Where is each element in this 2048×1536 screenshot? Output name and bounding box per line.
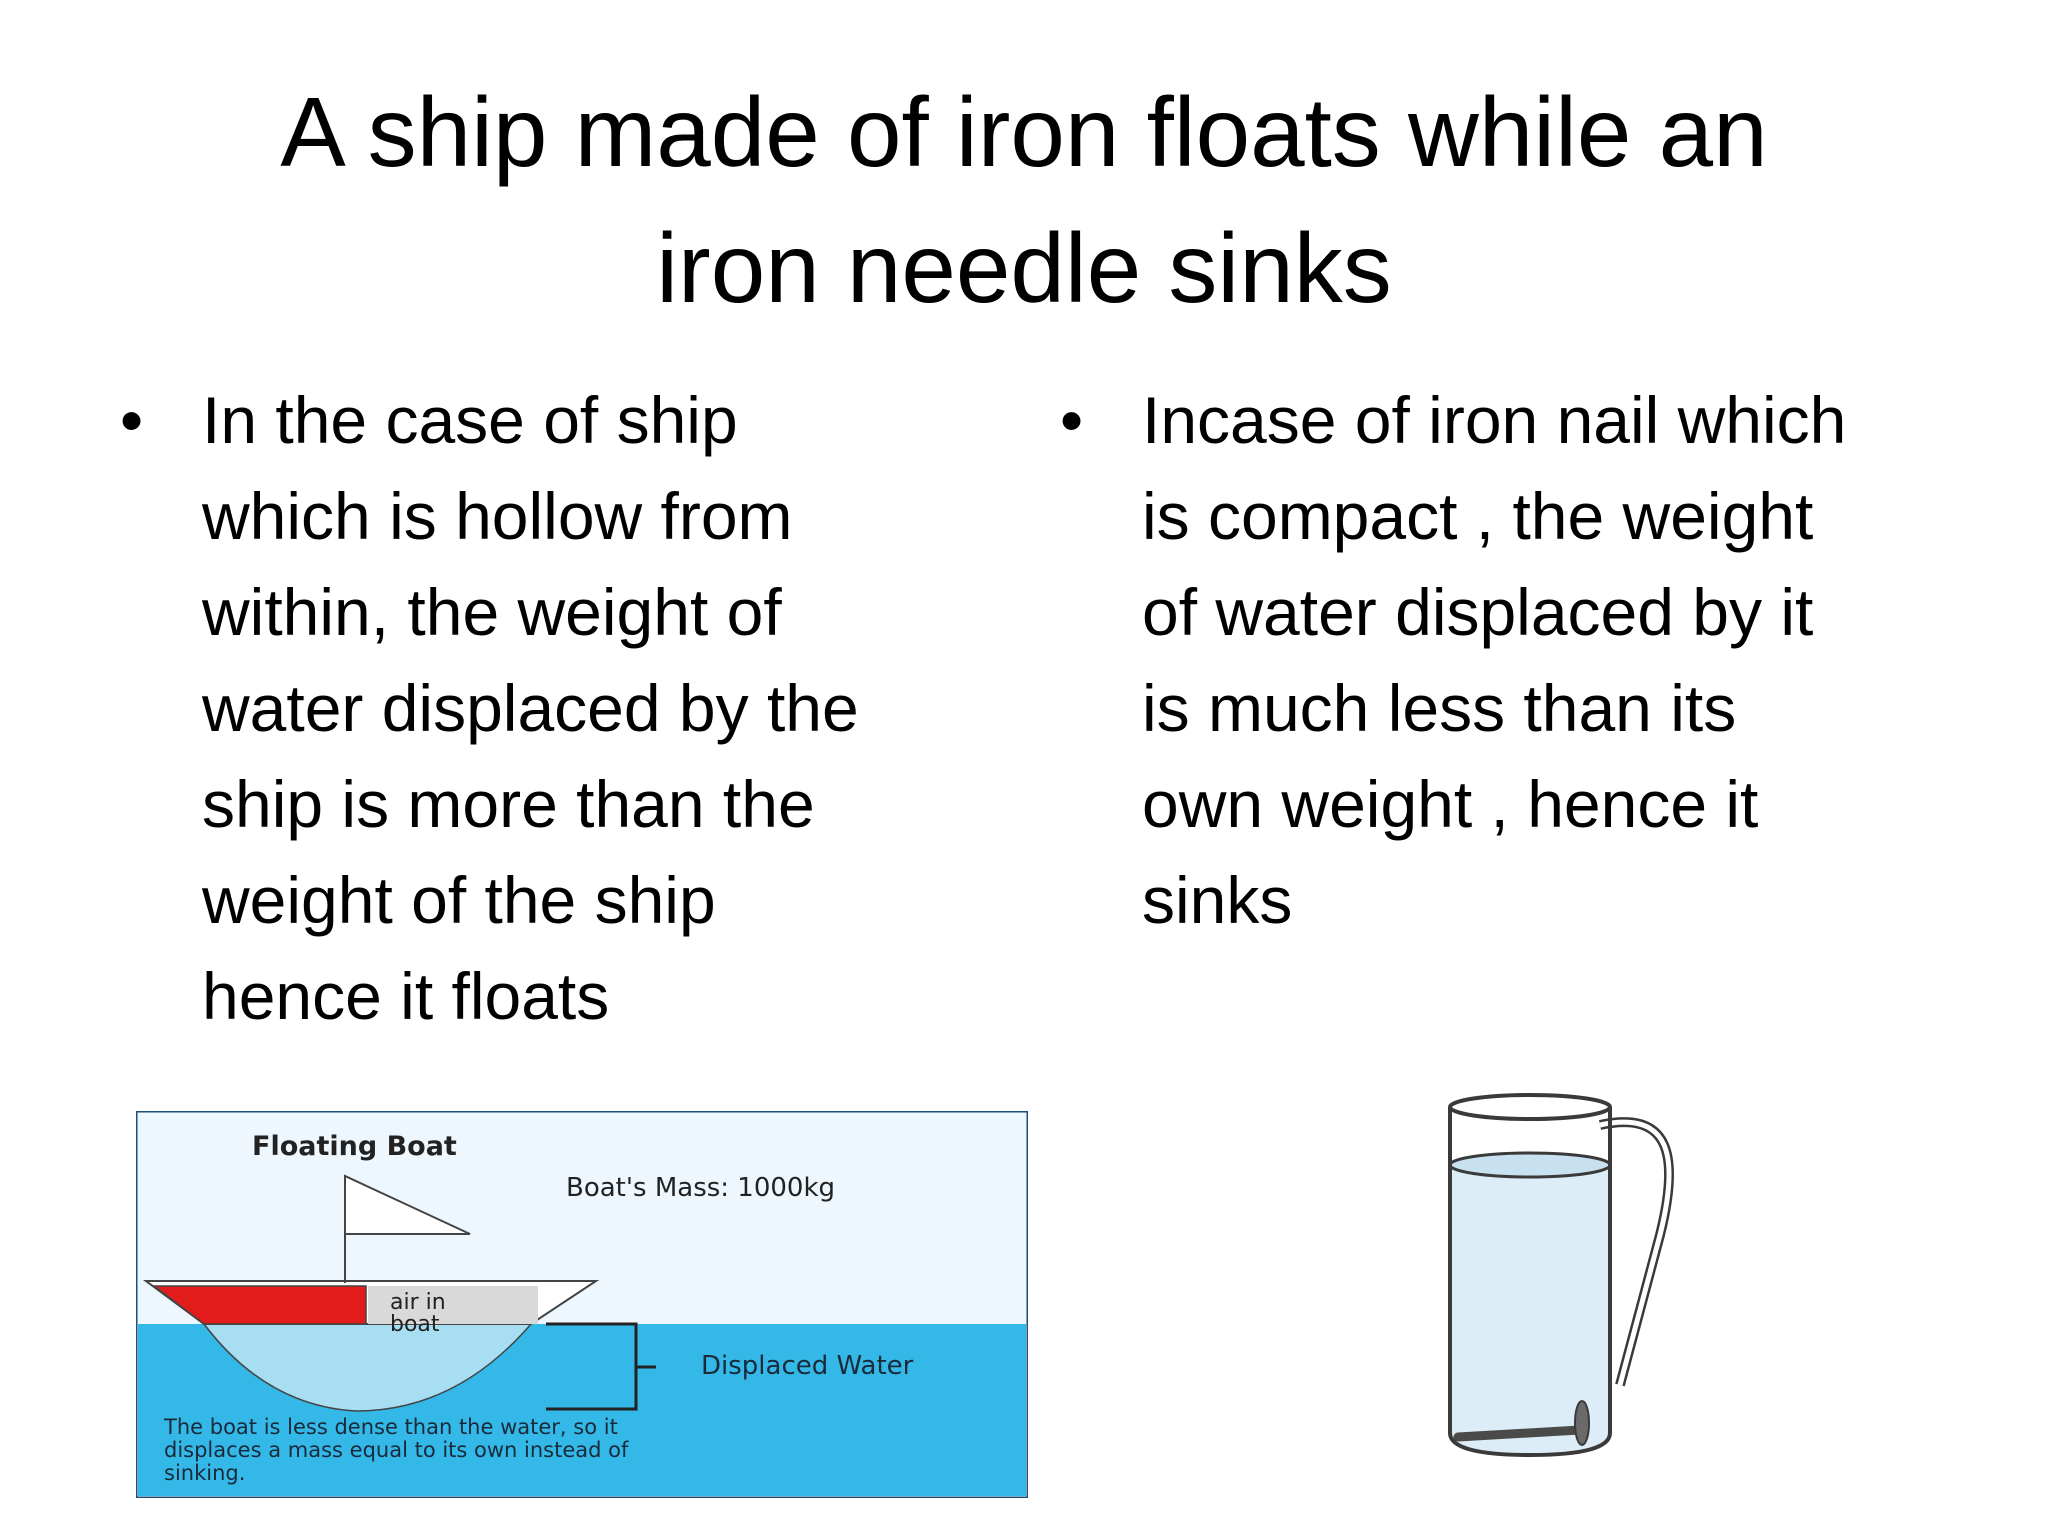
left-line-6: weight of the ship bbox=[202, 863, 716, 937]
bullet-marker: • bbox=[120, 383, 144, 457]
air-label-line-1: air in bbox=[390, 1290, 446, 1315]
bullet-marker: • bbox=[1060, 383, 1084, 457]
caption-line-2: displaces a mass equal to its own instead of bbox=[164, 1438, 629, 1462]
right-bullet-text bbox=[1142, 372, 1846, 948]
boat-mass-label: Boat's Mass: 1000kg bbox=[566, 1173, 836, 1203]
glass-rim bbox=[1450, 1095, 1610, 1119]
right-line-3: of water displaced by it bbox=[1142, 575, 1814, 649]
glass-with-nail-diagram bbox=[1430, 1085, 1680, 1465]
left-line-4: water displaced by the bbox=[202, 671, 859, 745]
caption-line-1: The boat is less dense than the water, so it bbox=[164, 1415, 618, 1439]
right-line-4: is much less than its bbox=[1142, 671, 1737, 745]
title-line-2: iron needle sinks bbox=[656, 213, 1392, 323]
air-label-line-2: boat bbox=[390, 1312, 440, 1337]
water-surface bbox=[1450, 1153, 1610, 1177]
right-line-6: sinks bbox=[1142, 863, 1293, 937]
left-bullet bbox=[120, 372, 980, 1044]
right-bullet bbox=[1060, 372, 1960, 948]
left-line-1: In the case of ship bbox=[202, 383, 738, 457]
right-line-1: Incase of iron nail which bbox=[1142, 383, 1847, 457]
left-line-5: ship is more than the bbox=[202, 767, 815, 841]
nail-head bbox=[1575, 1401, 1589, 1445]
left-line-7: hence it floats bbox=[202, 959, 610, 1033]
floating-boat-diagram bbox=[136, 1111, 1028, 1498]
left-line-2: which is hollow from bbox=[202, 479, 793, 553]
title-line-1: A ship made of iron floats while an bbox=[280, 77, 1768, 187]
left-line-3: within, the weight of bbox=[202, 575, 782, 649]
right-line-2: is compact , the weight bbox=[1142, 479, 1814, 553]
slide-title bbox=[0, 64, 2048, 336]
right-line-5: own weight , hence it bbox=[1142, 767, 1759, 841]
displaced-water-label: Displaced Water bbox=[701, 1351, 914, 1381]
caption-line-3: sinking. bbox=[164, 1461, 246, 1485]
left-bullet-text bbox=[202, 372, 859, 1044]
boat-heading: Floating Boat bbox=[252, 1131, 457, 1162]
